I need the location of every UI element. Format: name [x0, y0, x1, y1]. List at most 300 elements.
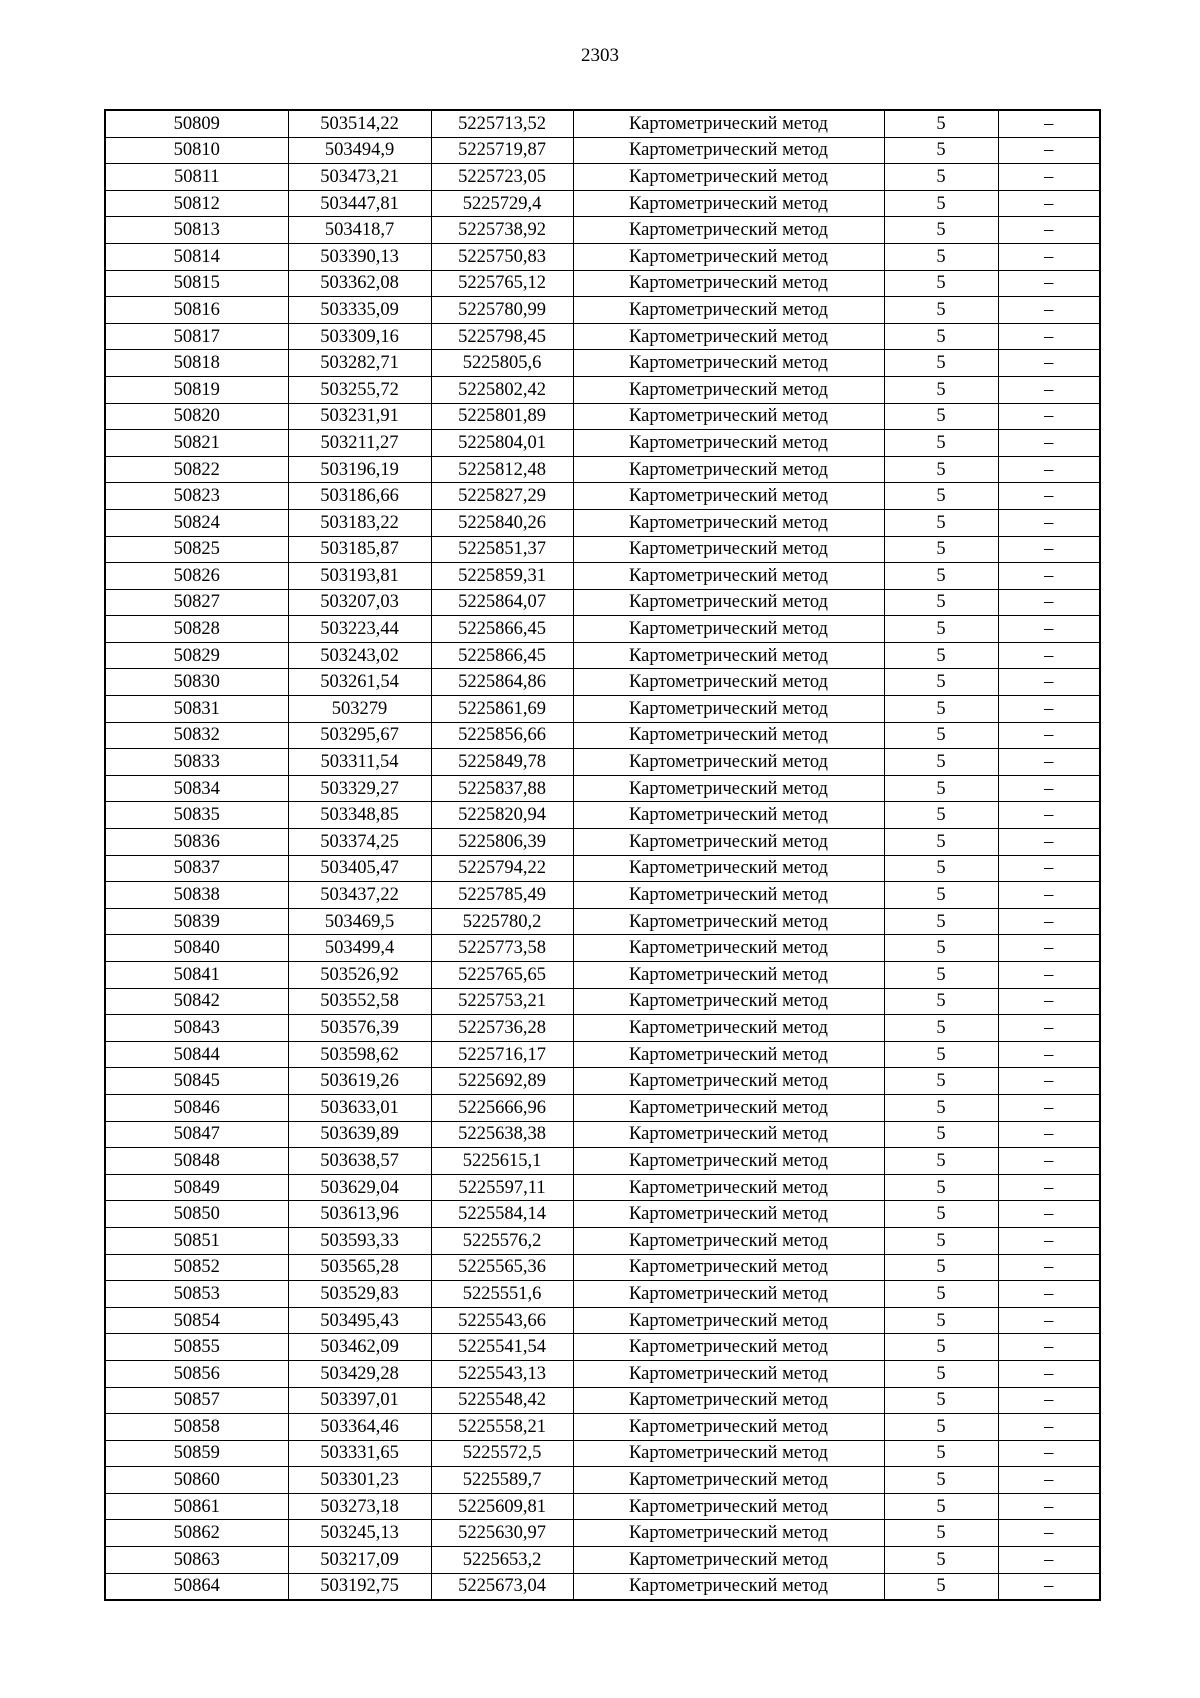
y-coordinate-cell: 5225859,31 — [431, 563, 573, 590]
description-cell: – — [998, 829, 1100, 856]
y-coordinate-cell: 5225723,05 — [431, 164, 573, 191]
description-cell: – — [998, 775, 1100, 802]
y-coordinate-cell: 5225638,38 — [431, 1121, 573, 1148]
method-cell: Картометрический метод — [573, 1227, 884, 1254]
accuracy-cell: 5 — [884, 1227, 998, 1254]
point-number-cell: 50809 — [105, 110, 288, 137]
method-cell: Картометрический метод — [573, 1520, 884, 1547]
accuracy-cell: 5 — [884, 376, 998, 403]
description-cell: – — [998, 536, 1100, 563]
description-cell: – — [998, 589, 1100, 616]
method-cell: Картометрический метод — [573, 1201, 884, 1228]
x-coordinate-cell: 503217,09 — [288, 1547, 431, 1574]
method-cell: Картометрический метод — [573, 1174, 884, 1201]
accuracy-cell: 5 — [884, 1201, 998, 1228]
point-number-cell: 50812 — [105, 190, 288, 217]
y-coordinate-cell: 5225820,94 — [431, 802, 573, 829]
description-cell: – — [998, 1307, 1100, 1334]
x-coordinate-cell: 503529,83 — [288, 1281, 431, 1308]
accuracy-cell: 5 — [884, 350, 998, 377]
point-number-cell: 50817 — [105, 323, 288, 350]
method-cell: Картометрический метод — [573, 1148, 884, 1175]
table-row — [105, 323, 1100, 350]
method-cell: Картометрический метод — [573, 217, 884, 244]
accuracy-cell: 5 — [884, 908, 998, 935]
description-cell: – — [998, 802, 1100, 829]
description-cell: – — [998, 1121, 1100, 1148]
y-coordinate-cell: 5225716,17 — [431, 1041, 573, 1068]
description-cell: – — [998, 1254, 1100, 1281]
y-coordinate-cell: 5225615,1 — [431, 1148, 573, 1175]
x-coordinate-cell: 503576,39 — [288, 1015, 431, 1042]
description-cell: – — [998, 1467, 1100, 1494]
point-number-cell: 50848 — [105, 1148, 288, 1175]
y-coordinate-cell: 5225866,45 — [431, 616, 573, 643]
x-coordinate-cell: 503397,01 — [288, 1387, 431, 1414]
accuracy-cell: 5 — [884, 164, 998, 191]
y-coordinate-cell: 5225806,39 — [431, 829, 573, 856]
accuracy-cell: 5 — [884, 1174, 998, 1201]
y-coordinate-cell: 5225804,01 — [431, 430, 573, 457]
accuracy-cell: 5 — [884, 1573, 998, 1600]
accuracy-cell: 5 — [884, 1440, 998, 1467]
point-number-cell: 50847 — [105, 1121, 288, 1148]
accuracy-cell: 5 — [884, 430, 998, 457]
method-cell: Картометрический метод — [573, 855, 884, 882]
point-number-cell: 50844 — [105, 1041, 288, 1068]
y-coordinate-cell: 5225785,49 — [431, 882, 573, 909]
accuracy-cell: 5 — [884, 323, 998, 350]
table-row — [105, 962, 1100, 989]
y-coordinate-cell: 5225794,22 — [431, 855, 573, 882]
table-row — [105, 1121, 1100, 1148]
method-cell: Картометрический метод — [573, 669, 884, 696]
x-coordinate-cell: 503494,9 — [288, 137, 431, 164]
method-cell: Картометрический метод — [573, 1094, 884, 1121]
point-number-cell: 50822 — [105, 456, 288, 483]
point-number-cell: 50862 — [105, 1520, 288, 1547]
y-coordinate-cell: 5225801,89 — [431, 403, 573, 430]
accuracy-cell: 5 — [884, 962, 998, 989]
accuracy-cell: 5 — [884, 536, 998, 563]
x-coordinate-cell: 503279 — [288, 696, 431, 723]
table-row — [105, 403, 1100, 430]
x-coordinate-cell: 503196,19 — [288, 456, 431, 483]
description-cell: – — [998, 722, 1100, 749]
method-cell: Картометрический метод — [573, 1547, 884, 1574]
method-cell: Картометрический метод — [573, 456, 884, 483]
x-coordinate-cell: 503598,62 — [288, 1041, 431, 1068]
description-cell: – — [998, 935, 1100, 962]
description-cell: – — [998, 908, 1100, 935]
method-cell: Картометрический метод — [573, 988, 884, 1015]
method-cell: Картометрический метод — [573, 430, 884, 457]
y-coordinate-cell: 5225576,2 — [431, 1227, 573, 1254]
point-number-cell: 50835 — [105, 802, 288, 829]
accuracy-cell: 5 — [884, 749, 998, 776]
method-cell: Картометрический метод — [573, 1121, 884, 1148]
x-coordinate-cell: 503469,5 — [288, 908, 431, 935]
y-coordinate-cell: 5225780,2 — [431, 908, 573, 935]
description-cell: – — [998, 509, 1100, 536]
accuracy-cell: 5 — [884, 775, 998, 802]
point-number-cell: 50855 — [105, 1334, 288, 1361]
table-row — [105, 243, 1100, 270]
table-row — [105, 164, 1100, 191]
method-cell: Картометрический метод — [573, 1573, 884, 1600]
x-coordinate-cell: 503329,27 — [288, 775, 431, 802]
y-coordinate-cell: 5225572,5 — [431, 1440, 573, 1467]
table-row — [105, 775, 1100, 802]
method-cell: Картометрический метод — [573, 1467, 884, 1494]
accuracy-cell: 5 — [884, 456, 998, 483]
table-row — [105, 1174, 1100, 1201]
y-coordinate-cell: 5225548,42 — [431, 1387, 573, 1414]
table-row — [105, 1360, 1100, 1387]
x-coordinate-cell: 503301,23 — [288, 1467, 431, 1494]
method-cell: Картометрический метод — [573, 243, 884, 270]
x-coordinate-cell: 503231,91 — [288, 403, 431, 430]
table-row — [105, 1148, 1100, 1175]
point-number-cell: 50864 — [105, 1573, 288, 1600]
point-number-cell: 50828 — [105, 616, 288, 643]
y-coordinate-cell: 5225866,45 — [431, 642, 573, 669]
point-number-cell: 50846 — [105, 1094, 288, 1121]
table-row — [105, 1307, 1100, 1334]
y-coordinate-cell: 5225738,92 — [431, 217, 573, 244]
description-cell: – — [998, 1201, 1100, 1228]
table-row — [105, 376, 1100, 403]
point-number-cell: 50818 — [105, 350, 288, 377]
point-number-cell: 50819 — [105, 376, 288, 403]
x-coordinate-cell: 503211,27 — [288, 430, 431, 457]
description-cell: – — [998, 1360, 1100, 1387]
y-coordinate-cell: 5225750,83 — [431, 243, 573, 270]
table-row — [105, 1254, 1100, 1281]
table-row — [105, 1227, 1100, 1254]
x-coordinate-cell: 503638,57 — [288, 1148, 431, 1175]
description-cell: – — [998, 1041, 1100, 1068]
y-coordinate-cell: 5225805,6 — [431, 350, 573, 377]
y-coordinate-cell: 5225856,66 — [431, 722, 573, 749]
table-row — [105, 190, 1100, 217]
point-number-cell: 50815 — [105, 270, 288, 297]
table-row — [105, 696, 1100, 723]
table-row — [105, 642, 1100, 669]
point-number-cell: 50829 — [105, 642, 288, 669]
accuracy-cell: 5 — [884, 110, 998, 137]
accuracy-cell: 5 — [884, 935, 998, 962]
method-cell: Картометрический метод — [573, 1414, 884, 1441]
table-row — [105, 217, 1100, 244]
description-cell: – — [998, 376, 1100, 403]
method-cell: Картометрический метод — [573, 642, 884, 669]
table-row — [105, 589, 1100, 616]
description-cell: – — [998, 270, 1100, 297]
description-cell: – — [998, 962, 1100, 989]
description-cell: – — [998, 855, 1100, 882]
y-coordinate-cell: 5225861,69 — [431, 696, 573, 723]
y-coordinate-cell: 5225543,13 — [431, 1360, 573, 1387]
description-cell: – — [998, 137, 1100, 164]
method-cell: Картометрический метод — [573, 350, 884, 377]
y-coordinate-cell: 5225753,21 — [431, 988, 573, 1015]
point-number-cell: 50836 — [105, 829, 288, 856]
x-coordinate-cell: 503331,65 — [288, 1440, 431, 1467]
method-cell: Картометрический метод — [573, 696, 884, 723]
method-cell: Картометрический метод — [573, 722, 884, 749]
x-coordinate-cell: 503255,72 — [288, 376, 431, 403]
table-row — [105, 1547, 1100, 1574]
point-number-cell: 50811 — [105, 164, 288, 191]
accuracy-cell: 5 — [884, 243, 998, 270]
y-coordinate-cell: 5225673,04 — [431, 1573, 573, 1600]
method-cell: Картометрический метод — [573, 563, 884, 590]
method-cell: Картометрический метод — [573, 1068, 884, 1095]
description-cell: – — [998, 403, 1100, 430]
y-coordinate-cell: 5225597,11 — [431, 1174, 573, 1201]
x-coordinate-cell: 503193,81 — [288, 563, 431, 590]
accuracy-cell: 5 — [884, 1334, 998, 1361]
method-cell: Картометрический метод — [573, 908, 884, 935]
accuracy-cell: 5 — [884, 1121, 998, 1148]
table-row — [105, 1015, 1100, 1042]
table-row — [105, 297, 1100, 324]
y-coordinate-cell: 5225864,07 — [431, 589, 573, 616]
x-coordinate-cell: 503462,09 — [288, 1334, 431, 1361]
x-coordinate-cell: 503526,92 — [288, 962, 431, 989]
accuracy-cell: 5 — [884, 137, 998, 164]
y-coordinate-cell: 5225653,2 — [431, 1547, 573, 1574]
point-number-cell: 50856 — [105, 1360, 288, 1387]
x-coordinate-cell: 503593,33 — [288, 1227, 431, 1254]
x-coordinate-cell: 503613,96 — [288, 1201, 431, 1228]
accuracy-cell: 5 — [884, 1467, 998, 1494]
table-body — [105, 110, 1100, 1600]
accuracy-cell: 5 — [884, 1015, 998, 1042]
table-row — [105, 137, 1100, 164]
table-row — [105, 935, 1100, 962]
description-cell: – — [998, 430, 1100, 457]
method-cell: Картометрический метод — [573, 616, 884, 643]
accuracy-cell: 5 — [884, 1387, 998, 1414]
method-cell: Картометрический метод — [573, 749, 884, 776]
table-row — [105, 270, 1100, 297]
accuracy-cell: 5 — [884, 509, 998, 536]
point-number-cell: 50831 — [105, 696, 288, 723]
table-row — [105, 802, 1100, 829]
table-row — [105, 669, 1100, 696]
method-cell: Картометрический метод — [573, 1307, 884, 1334]
accuracy-cell: 5 — [884, 190, 998, 217]
accuracy-cell: 5 — [884, 1547, 998, 1574]
x-coordinate-cell: 503186,66 — [288, 483, 431, 510]
table-row — [105, 1440, 1100, 1467]
point-number-cell: 50853 — [105, 1281, 288, 1308]
accuracy-cell: 5 — [884, 1254, 998, 1281]
y-coordinate-cell: 5225840,26 — [431, 509, 573, 536]
point-number-cell: 50841 — [105, 962, 288, 989]
description-cell: – — [998, 1174, 1100, 1201]
method-cell: Картометрический метод — [573, 802, 884, 829]
y-coordinate-cell: 5225765,65 — [431, 962, 573, 989]
y-coordinate-cell: 5225773,58 — [431, 935, 573, 962]
description-cell: – — [998, 1334, 1100, 1361]
x-coordinate-cell: 503565,28 — [288, 1254, 431, 1281]
point-number-cell: 50824 — [105, 509, 288, 536]
table-row — [105, 1201, 1100, 1228]
description-cell: – — [998, 297, 1100, 324]
method-cell: Картометрический метод — [573, 164, 884, 191]
x-coordinate-cell: 503552,58 — [288, 988, 431, 1015]
accuracy-cell: 5 — [884, 616, 998, 643]
accuracy-cell: 5 — [884, 270, 998, 297]
x-coordinate-cell: 503183,22 — [288, 509, 431, 536]
point-number-cell: 50820 — [105, 403, 288, 430]
table-row — [105, 829, 1100, 856]
method-cell: Картометрический метод — [573, 483, 884, 510]
description-cell: – — [998, 217, 1100, 244]
x-coordinate-cell: 503311,54 — [288, 749, 431, 776]
point-number-cell: 50816 — [105, 297, 288, 324]
x-coordinate-cell: 503418,7 — [288, 217, 431, 244]
table-row — [105, 908, 1100, 935]
description-cell: – — [998, 1015, 1100, 1042]
description-cell: – — [998, 669, 1100, 696]
table-row — [105, 855, 1100, 882]
x-coordinate-cell: 503639,89 — [288, 1121, 431, 1148]
x-coordinate-cell: 503629,04 — [288, 1174, 431, 1201]
x-coordinate-cell: 503192,75 — [288, 1573, 431, 1600]
method-cell: Картометрический метод — [573, 1015, 884, 1042]
y-coordinate-cell: 5225765,12 — [431, 270, 573, 297]
x-coordinate-cell: 503273,18 — [288, 1493, 431, 1520]
point-number-cell: 50814 — [105, 243, 288, 270]
method-cell: Картометрический метод — [573, 1041, 884, 1068]
table-row — [105, 1414, 1100, 1441]
method-cell: Картометрический метод — [573, 829, 884, 856]
method-cell: Картометрический метод — [573, 323, 884, 350]
method-cell: Картометрический метод — [573, 775, 884, 802]
x-coordinate-cell: 503223,44 — [288, 616, 431, 643]
point-number-cell: 50830 — [105, 669, 288, 696]
x-coordinate-cell: 503437,22 — [288, 882, 431, 909]
x-coordinate-cell: 503295,67 — [288, 722, 431, 749]
x-coordinate-cell: 503309,16 — [288, 323, 431, 350]
point-number-cell: 50858 — [105, 1414, 288, 1441]
table-row — [105, 110, 1100, 137]
table-row — [105, 1387, 1100, 1414]
description-cell: – — [998, 882, 1100, 909]
accuracy-cell: 5 — [884, 802, 998, 829]
point-number-cell: 50825 — [105, 536, 288, 563]
description-cell: – — [998, 1440, 1100, 1467]
x-coordinate-cell: 503633,01 — [288, 1094, 431, 1121]
accuracy-cell: 5 — [884, 855, 998, 882]
point-number-cell: 50839 — [105, 908, 288, 935]
accuracy-cell: 5 — [884, 1068, 998, 1095]
point-number-cell: 50843 — [105, 1015, 288, 1042]
point-number-cell: 50840 — [105, 935, 288, 962]
method-cell: Картометрический метод — [573, 190, 884, 217]
y-coordinate-cell: 5225864,86 — [431, 669, 573, 696]
table-row — [105, 509, 1100, 536]
method-cell: Картометрический метод — [573, 509, 884, 536]
accuracy-cell: 5 — [884, 696, 998, 723]
table-row — [105, 1573, 1100, 1600]
x-coordinate-cell: 503335,09 — [288, 297, 431, 324]
point-number-cell: 50852 — [105, 1254, 288, 1281]
table-row — [105, 1094, 1100, 1121]
method-cell: Картометрический метод — [573, 1334, 884, 1361]
table-row — [105, 1334, 1100, 1361]
y-coordinate-cell: 5225812,48 — [431, 456, 573, 483]
y-coordinate-cell: 5225543,66 — [431, 1307, 573, 1334]
y-coordinate-cell: 5225609,81 — [431, 1493, 573, 1520]
description-cell: – — [998, 456, 1100, 483]
description-cell: – — [998, 350, 1100, 377]
point-number-cell: 50854 — [105, 1307, 288, 1334]
description-cell: – — [998, 1068, 1100, 1095]
description-cell: – — [998, 243, 1100, 270]
method-cell: Картометрический метод — [573, 1387, 884, 1414]
x-coordinate-cell: 503282,71 — [288, 350, 431, 377]
point-number-cell: 50859 — [105, 1440, 288, 1467]
point-number-cell: 50851 — [105, 1227, 288, 1254]
table-row — [105, 1520, 1100, 1547]
x-coordinate-cell: 503514,22 — [288, 110, 431, 137]
description-cell: – — [998, 110, 1100, 137]
y-coordinate-cell: 5225802,42 — [431, 376, 573, 403]
description-cell: – — [998, 696, 1100, 723]
coordinates-table — [104, 109, 1101, 1601]
point-number-cell: 50826 — [105, 563, 288, 590]
accuracy-cell: 5 — [884, 722, 998, 749]
point-number-cell: 50832 — [105, 722, 288, 749]
method-cell: Картометрический метод — [573, 935, 884, 962]
description-cell: – — [998, 1573, 1100, 1600]
y-coordinate-cell: 5225630,97 — [431, 1520, 573, 1547]
y-coordinate-cell: 5225584,14 — [431, 1201, 573, 1228]
x-coordinate-cell: 503390,13 — [288, 243, 431, 270]
y-coordinate-cell: 5225849,78 — [431, 749, 573, 776]
description-cell: – — [998, 749, 1100, 776]
point-number-cell: 50827 — [105, 589, 288, 616]
method-cell: Картометрический метод — [573, 536, 884, 563]
description-cell: – — [998, 1547, 1100, 1574]
x-coordinate-cell: 503362,08 — [288, 270, 431, 297]
y-coordinate-cell: 5225837,88 — [431, 775, 573, 802]
table-row — [105, 536, 1100, 563]
method-cell: Картометрический метод — [573, 376, 884, 403]
point-number-cell: 50845 — [105, 1068, 288, 1095]
description-cell: – — [998, 563, 1100, 590]
y-coordinate-cell: 5225851,37 — [431, 536, 573, 563]
x-coordinate-cell: 503619,26 — [288, 1068, 431, 1095]
y-coordinate-cell: 5225719,87 — [431, 137, 573, 164]
x-coordinate-cell: 503473,21 — [288, 164, 431, 191]
table-row — [105, 1467, 1100, 1494]
method-cell: Картометрический метод — [573, 1360, 884, 1387]
table-row — [105, 988, 1100, 1015]
point-number-cell: 50834 — [105, 775, 288, 802]
accuracy-cell: 5 — [884, 642, 998, 669]
x-coordinate-cell: 503495,43 — [288, 1307, 431, 1334]
point-number-cell: 50857 — [105, 1387, 288, 1414]
x-coordinate-cell: 503348,85 — [288, 802, 431, 829]
description-cell: – — [998, 323, 1100, 350]
y-coordinate-cell: 5225558,21 — [431, 1414, 573, 1441]
